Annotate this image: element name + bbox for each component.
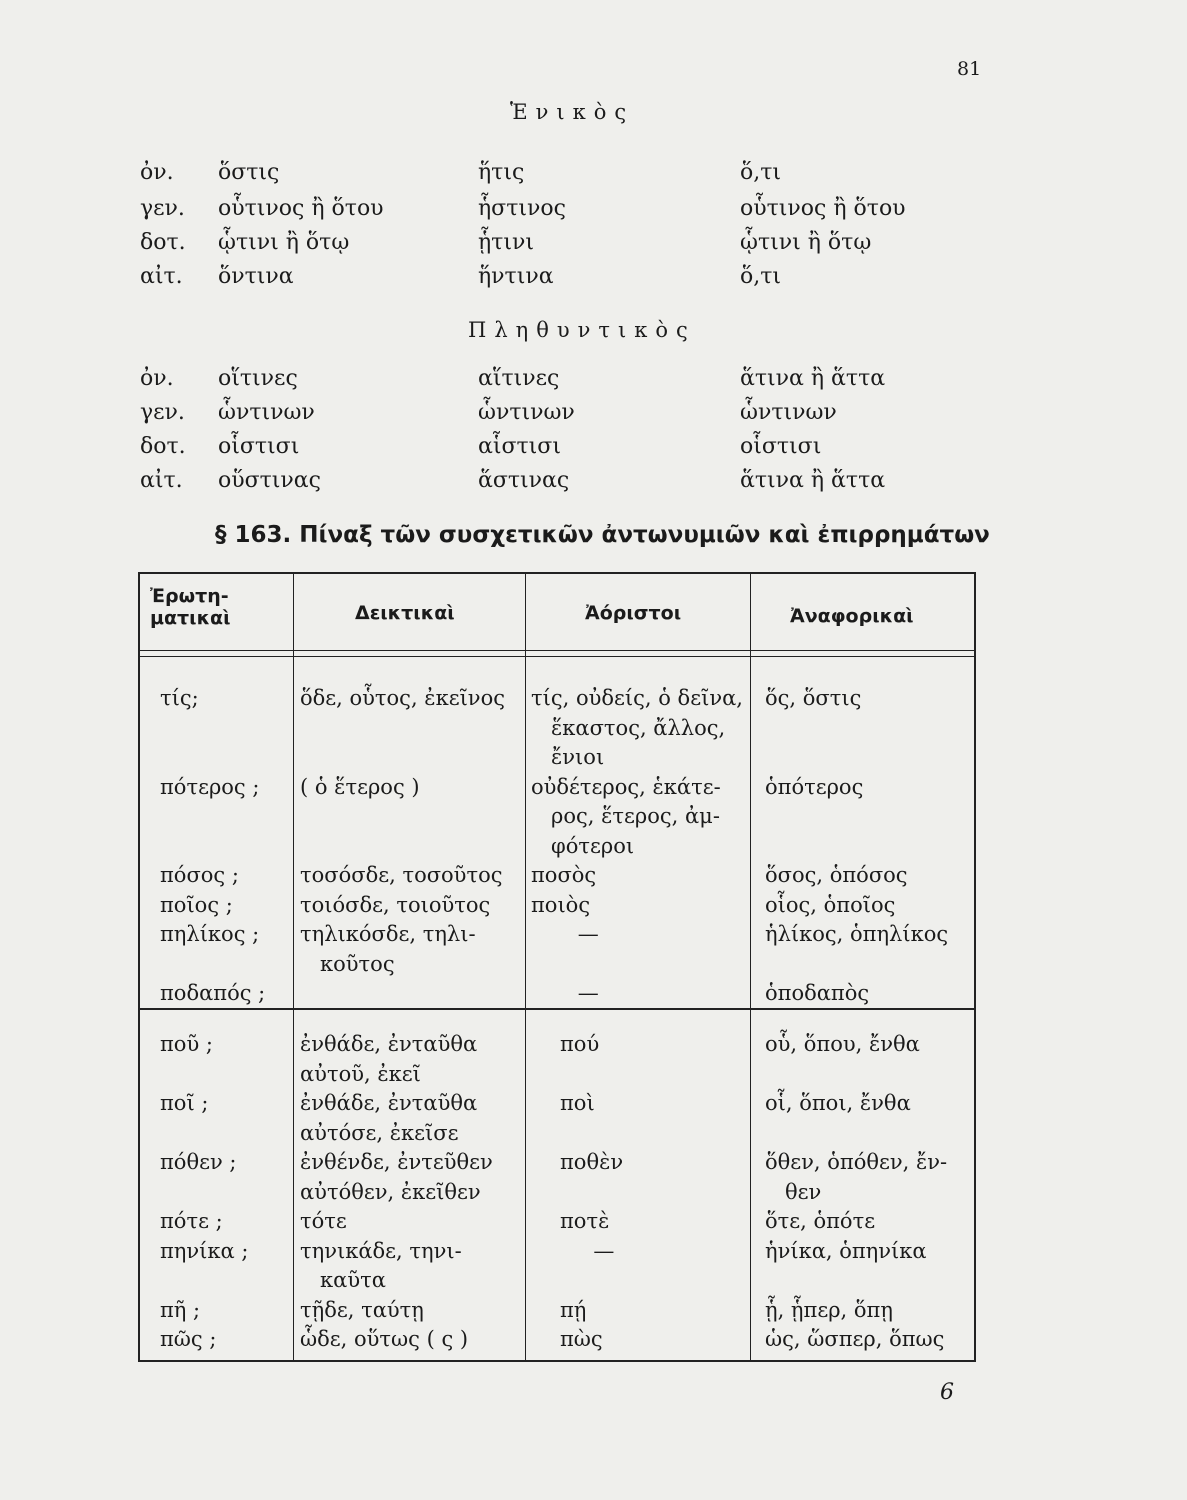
- case-label: αἰτ.: [140, 264, 183, 289]
- masculine-form: ᾧτινι ἢ ὅτῳ: [218, 230, 350, 255]
- relative-pronouns: ὅς, ὅστις ὁπότερος ὅσος, ὁπόσος οἷος, ὁποῖος ἡλίκος, ὁπηλίκος ὁποδαπὸς: [765, 686, 949, 1005]
- neuter-form: ὅ,τι: [740, 264, 782, 289]
- header-demonstrative: Δεικτικαὶ: [355, 602, 455, 624]
- masculine-form: ὧντινων: [218, 400, 315, 425]
- singular-heading: Ἑνικὸς: [510, 100, 635, 124]
- feminine-form: ἧστινος: [478, 196, 566, 221]
- neuter-form: οὗτινος ἢ ὅτου: [740, 196, 906, 221]
- interrogative-adverbs: ποῦ ; ποῖ ; πόθεν ; πότε ; πηνίκα ; πῆ ; πῶς ;: [160, 1032, 249, 1351]
- masculine-form: ὅντινα: [218, 264, 294, 289]
- section-heading: [215, 522, 990, 548]
- signature-mark: 6: [940, 1380, 954, 1405]
- demonstrative-adverbs: ἐνθάδε, ἐνταῦθα αὐτοῦ, ἐκεῖ ἐνθάδε, ἐνταῦθα αὐτόσε, ἐκεῖσε ἐνθένδε, ἐντεῦθεν αὐτόθεν, ἐκεῖθεν τότε τηνικάδε, τηνι- καῦτα τῇδε, ταύτῃ ὧδε, οὕτως ( ς ): [300, 1032, 493, 1351]
- case-label: ὀν.: [140, 160, 174, 185]
- section-title: . Πίναξ τῶν συσχετικῶν ἀντωνυμιῶν καὶ ἐπιρρημάτων: [282, 522, 990, 548]
- interrogative-pronouns: τίς; πότερος ; πόσος ; ποῖος ; πηλίκος ; ποδαπός ;: [160, 686, 266, 1005]
- case-label: δοτ.: [140, 434, 186, 459]
- plural-heading: Πληθυντικὸς: [468, 318, 696, 342]
- indefinite-pronouns: τίς, οὐδείς, ὁ δεῖνα, ἕκαστος, ἄλλος, ἔνιοι οὐδέτερος, ἑκάτε- ρος, ἕτερος, ἀμ- φότεροι ποσὸς ποιὸς — —: [531, 686, 743, 1005]
- masculine-form: ὅστις: [218, 160, 280, 185]
- masculine-form: οὕστινας: [218, 468, 321, 493]
- section-number: § 163: [215, 522, 283, 548]
- feminine-form: ἥντινα: [478, 264, 554, 289]
- case-label: ὀν.: [140, 366, 174, 391]
- neuter-form: οἷστισι: [740, 434, 822, 459]
- case-label: δοτ.: [140, 230, 186, 255]
- neuter-form: ὧντινων: [740, 400, 837, 425]
- case-label: αἰτ.: [140, 468, 183, 493]
- masculine-form: οἵτινες: [218, 366, 298, 391]
- neuter-form: ᾧτινι ἢ ὅτῳ: [740, 230, 872, 255]
- neuter-form: ὅ,τι: [740, 160, 782, 185]
- neuter-form: ἅτινα ἢ ἅττα: [740, 468, 886, 493]
- page-number: 81: [957, 58, 982, 80]
- feminine-form: αἷστισι: [478, 434, 561, 459]
- masculine-form: οἷστισι: [218, 434, 300, 459]
- demonstrative-pronouns: ὅδε, οὗτος, ἐκεῖνος ( ὁ ἕτερος ) τοσόσδε, τοσοῦτος τοιόσδε, τοιοῦτος τηλικόσδε, τηλι- κοῦτος: [300, 686, 505, 976]
- feminine-form: ᾗτινι: [478, 230, 534, 255]
- feminine-form: ἅστινας: [478, 468, 570, 493]
- header-relative: Ἀναφορικαὶ: [790, 605, 914, 627]
- header-interrogative-line2: ματικαὶ: [150, 607, 231, 629]
- header-interrogative-line1: Ἐρωτη-: [150, 585, 229, 607]
- case-label: γεν.: [140, 196, 185, 221]
- neuter-form: ἅτινα ἢ ἅττα: [740, 366, 886, 391]
- header-indefinite: Ἀόριστοι: [585, 602, 682, 624]
- feminine-form: αἵτινες: [478, 366, 560, 391]
- case-label: γεν.: [140, 400, 185, 425]
- feminine-form: ἥτις: [478, 160, 525, 185]
- masculine-form: οὗτινος ἢ ὅτου: [218, 196, 384, 221]
- relative-adverbs: οὗ, ὅπου, ἔνθα οἷ, ὅποι, ἔνθα ὅθεν, ὁπόθεν, ἔν- θεν ὅτε, ὁπότε ἡνίκα, ὁπηνίκα ᾗ, ᾗπερ, ὅπῃ ὡς, ὥσπερ, ὅπως: [765, 1032, 948, 1351]
- indefinite-adverbs: πού ποὶ ποθὲν ποτὲ — πῄ πὼς: [560, 1032, 624, 1351]
- feminine-form: ὧντινων: [478, 400, 575, 425]
- header-interrogative: [150, 585, 231, 629]
